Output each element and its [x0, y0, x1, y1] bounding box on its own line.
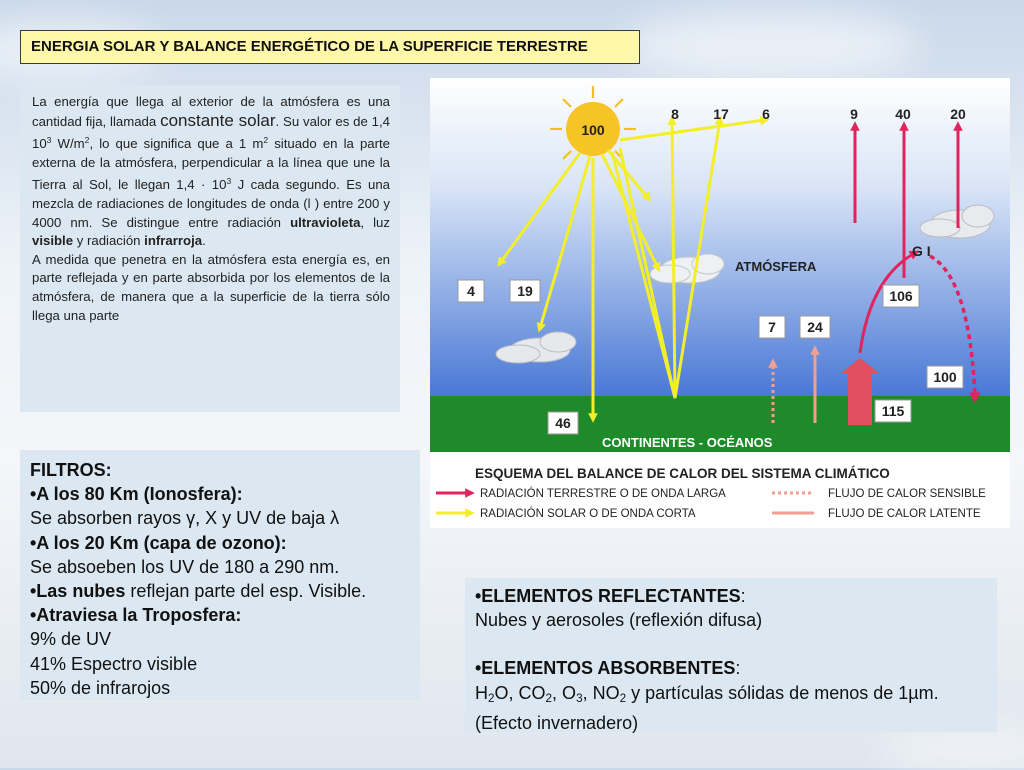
- filter-ozone: •A los 20 Km (capa de ozono):: [30, 532, 287, 553]
- filter-text: 50% de infrarojos: [30, 677, 171, 698]
- filters-box: [20, 450, 420, 700]
- value-label: 20: [950, 106, 966, 122]
- term-constante-solar: constante solar: [160, 110, 276, 130]
- absorbent-label: •ELEMENTOS ABSORBENTES: [475, 658, 736, 679]
- text-span: La energía que llega al exterior de la atmósfera es una cantidad fija, llamada: [32, 94, 390, 129]
- reflectant-label: •ELEMENTOS REFLECTANTES: [475, 586, 741, 606]
- text-span: . Su valor es de 1,4 10: [32, 113, 390, 152]
- value-label: 17: [713, 106, 729, 122]
- filter-clouds-label: •Las nubes: [30, 581, 126, 602]
- text-span: W/m: [51, 136, 85, 152]
- filter-ionosphere: •A los 80 Km (Ionosfera):: [30, 484, 243, 505]
- text-span: J cada segundo. Es una mezcla de radiaciones de longitudes de onda (l ) entre 200 y 4000 nm. Se distingue entre radiación: [32, 177, 391, 230]
- value-label: 46: [555, 415, 571, 431]
- legend-label: RADIACIÓN SOLAR O DE ONDA CORTA: [480, 508, 696, 520]
- subscript: 2: [619, 691, 627, 705]
- absorbent-text: [475, 681, 987, 711]
- surface-emission-arrow: [848, 373, 872, 425]
- elements-box: [465, 578, 997, 732]
- text-span: , lo que significa que a 1 m: [89, 136, 264, 152]
- value-label: 24: [807, 319, 823, 335]
- spacer: [475, 632, 987, 656]
- text-span: O, CO: [494, 682, 546, 703]
- value-label: 115: [881, 403, 905, 419]
- intro-paragraph-2: A medida que penetra en la atmósfera esta energía es, en parte reflejada y en parte absorbida por los elementos de la atmósfera, de manera que a la superficie de la tierra sólo llega una parte: [32, 251, 390, 323]
- ground-label: CONTINENTES - OCÉANOS: [602, 435, 773, 450]
- subscript: 3: [576, 691, 583, 705]
- colon: :: [740, 586, 746, 606]
- diagram-svg: [430, 78, 1010, 528]
- intro-text-box: [20, 85, 400, 412]
- colon: :: [735, 658, 741, 679]
- term-visible: visible: [32, 233, 74, 249]
- filter-clouds: [30, 579, 410, 603]
- reflectant-heading: [475, 584, 987, 608]
- text-span: y partículas sólidas de menos de 1µm.: [626, 682, 939, 703]
- superscript: 3: [226, 176, 232, 187]
- absorbent-note: (Efecto invernadero): [475, 712, 639, 733]
- subscript: 2: [488, 691, 495, 705]
- value-label: 40: [895, 106, 911, 122]
- legend-label: RADIACIÓN TERRESTRE O DE ONDA LARGA: [480, 488, 726, 500]
- filter-text: reflejan parte del esp. Visible.: [125, 581, 367, 602]
- value-label: 106: [889, 288, 913, 304]
- term-ultravioleta: ultravioleta: [290, 214, 361, 230]
- text-span: situado en la parte externa de la atmósfera, perpendicular a la línea que une la Tierra al Sol, le llegan 1,4 · 10: [32, 136, 390, 193]
- reflectant-text: Nubes y aerosoles (reflexión difusa): [475, 610, 763, 631]
- text-span: .: [202, 233, 206, 249]
- subscript: 2: [545, 691, 553, 705]
- legend-label: FLUJO DE CALOR SENSIBLE: [828, 488, 986, 500]
- background-cloud: [620, 10, 920, 80]
- superscript: 3: [46, 135, 52, 146]
- superscript: 2: [84, 135, 90, 146]
- atmosphere-label: ATMÓSFERA: [735, 259, 817, 274]
- value-label: 6: [762, 106, 770, 122]
- value-label: 7: [768, 319, 776, 335]
- value-label: 9: [850, 106, 858, 122]
- value-label: 19: [517, 283, 533, 299]
- text-span: y radiación: [73, 233, 145, 249]
- filter-text: Se absoeben los UV de 180 a 290 nm.: [30, 556, 340, 577]
- filter-troposphere: •Atraviesa la Troposfera:: [30, 605, 242, 626]
- filters-heading: FILTROS:: [30, 460, 112, 480]
- legend-label: FLUJO DE CALOR LATENTE: [828, 508, 981, 520]
- heat-balance-diagram: [430, 78, 1010, 528]
- text-span: H: [475, 682, 488, 703]
- filter-text: 9% de UV: [30, 629, 112, 650]
- text-span: , O: [552, 682, 577, 703]
- value-label: 100: [933, 369, 957, 385]
- value-label: 8: [671, 106, 679, 122]
- text-span: , NO: [582, 682, 620, 703]
- filter-text: 41% Espectro visible: [30, 653, 198, 674]
- background-cloud: [880, 730, 1024, 770]
- text-span: , luz: [360, 214, 390, 230]
- term-infrarroja: infrarroja: [144, 233, 203, 249]
- scheme-title: ESQUEMA DEL BALANCE DE CALOR DEL SISTEMA CLIMÁTICO: [475, 466, 890, 481]
- page-title: ENERGIA SOLAR Y BALANCE ENERGÉTICO DE LA SUPERFICIE TERRESTRE: [20, 30, 640, 64]
- value-label: 4: [467, 283, 475, 299]
- intro-paragraph: [32, 93, 390, 251]
- absorbent-heading: [475, 656, 987, 680]
- sun-value: 100: [581, 122, 605, 138]
- filter-text: Se absorben rayos γ, X y UV de baja λ: [30, 508, 340, 529]
- superscript: 2: [263, 135, 269, 146]
- gi-label: G I: [912, 243, 931, 259]
